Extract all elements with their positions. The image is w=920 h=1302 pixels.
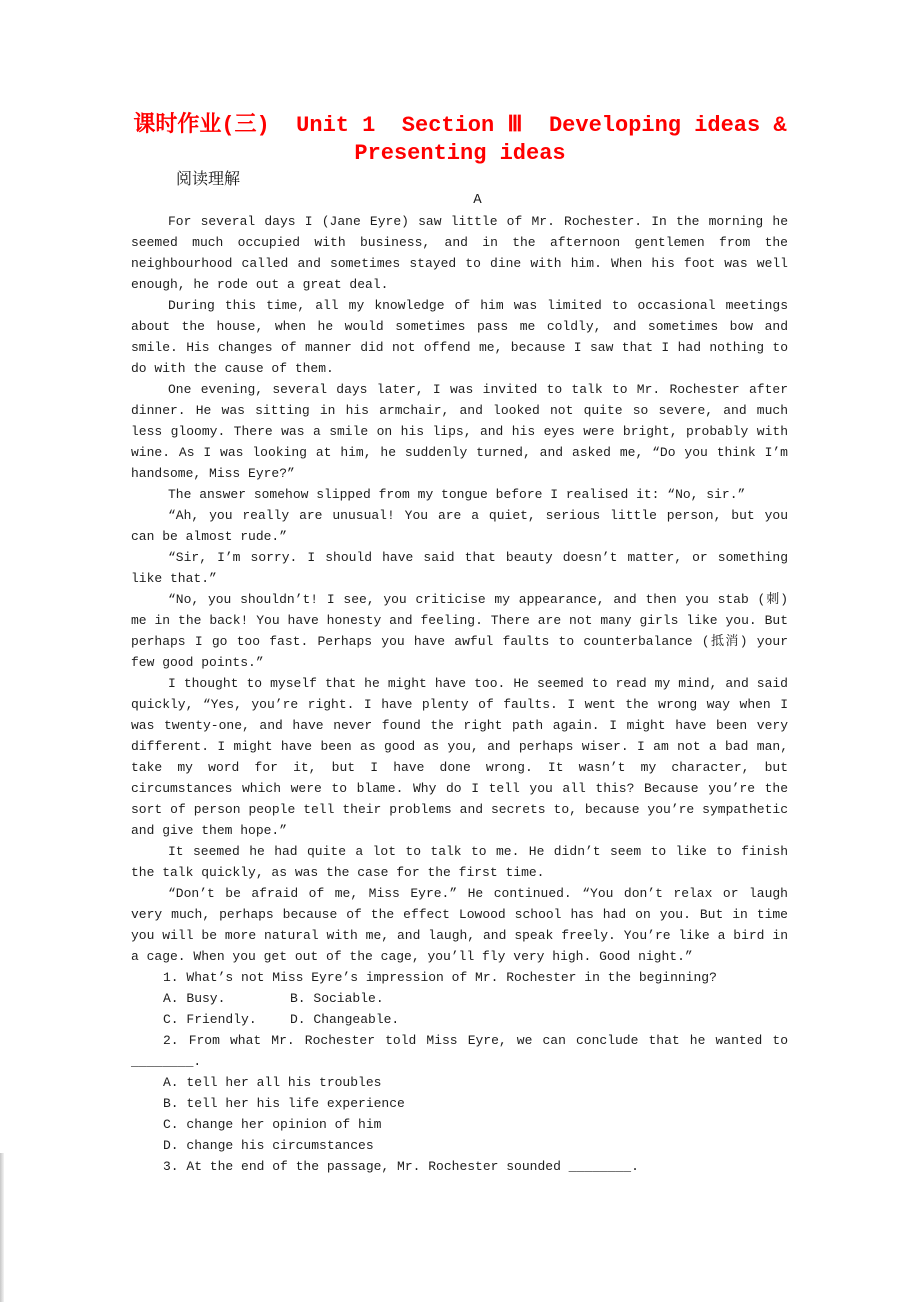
passage-paragraph: I thought to myself that he might have too. He seemed to read my mind, and said quickly, “Yes, you’re right. I have plenty of faults. I went the wrong way when I was twenty-one, and have never found the right path again. I might have been very different. I might have been as good as you, and perhaps wiser. I am not a bad man, take my word for it, but I have done wrong. It wasn’t my character, but circumstances which were to blame. Why do I tell you all this? Because you’re the sort of person people tell their problems and secrets to, because you’re sympathetic and give them hope.”: [131, 676, 788, 838]
passage-paragraph: “Don’t be afraid of me, Miss Eyre.” He continued. “You don’t relax or laugh very much, perhaps because of the effect Lowood school has had on you. But in time you will be more natural with me, and laugh, and speak freely. You’re like a bird in a cage. When you get out of the cage, you’ll fly very high. Good night.”: [131, 886, 788, 964]
question-1-option-row: [131, 1009, 788, 1030]
passage-paragraph: The answer somehow slipped from my tongue before I realised it: “No, sir.”: [168, 487, 746, 502]
passage-paragraph: “No, you shouldn’t! I see, you criticise my appearance, and then you stab (刺) me in the back! You have honesty and feeling. There are not many girls like you. But perhaps I go too fast. Perhaps you have awful faults to counterbalance (抵消) your few good points.”: [131, 592, 788, 670]
answer-option: A. tell her all his troubles: [163, 1075, 382, 1090]
passage-paragraph: “Sir, I’m sorry. I should have said that beauty doesn’t matter, or something like that.”: [131, 550, 788, 586]
answer-option: C. change her opinion of him: [163, 1117, 382, 1132]
answer-option: D. change his circumstances: [163, 1138, 374, 1153]
question-2: 2. From what Mr. Rochester told Miss Eyre, we can conclude that he wanted to ________.: [131, 1033, 788, 1069]
answer-option: B. Sociable.: [290, 991, 384, 1006]
answer-option: A. Busy.: [163, 991, 226, 1006]
section-label-reading-comprehension: 阅读理解: [176, 171, 241, 189]
passage-paragraph: It seemed he had quite a lot to talk to me. He didn’t seem to like to finish the talk quickly, as was the case for the first time.: [131, 844, 788, 880]
answer-option: D. Changeable.: [290, 1012, 400, 1027]
passage-paragraph: One evening, several days later, I was invited to talk to Mr. Rochester after dinner. He was sitting in his armchair, and looked not quite so severe, and much less gloomy. There was a smile on his lips, and his eyes were bright, probably with wine. As I was looking at him, he suddenly turned, and asked me, “Do you think I’m handsome, Miss Eyre?”: [131, 382, 788, 481]
passage-paragraph: For several days I (Jane Eyre) saw little of Mr. Rochester. In the morning he seemed much occupied with business, and in the afternoon gentlemen from the neighbourhood called and sometimes stayed to dine with him. When his foot was well enough, he rode out a great deal.: [131, 214, 788, 292]
question-1-options: [131, 988, 788, 1030]
passage-paragraph: “Ah, you really are unusual! You are a quiet, serious little person, but you can be almost rude.”: [131, 508, 788, 544]
passage-label: A: [473, 192, 482, 208]
passage-paragraph: During this time, all my knowledge of him was limited to occasional meetings about the house, when he would sometimes pass me coldly, and sometimes bow and smile. His changes of manner did not offend me, because I saw that I had nothing to do with the cause of them.: [131, 298, 788, 376]
question-1-option-row: [131, 988, 788, 1009]
title-line-2: Presenting ideas: [354, 141, 566, 166]
scan-edge-artifact: [0, 1153, 4, 1302]
question-2-options: [131, 1072, 788, 1156]
worksheet-title: [0, 112, 920, 168]
question-3: 3. At the end of the passage, Mr. Rochester sounded ________.: [163, 1159, 639, 1174]
page-content: [131, 170, 788, 1177]
question-1: 1. What’s not Miss Eyre’s impression of Mr. Rochester in the beginning?: [163, 970, 717, 985]
passage-body: [131, 211, 788, 967]
title-line-1: 课时作业(三) Unit 1 Section Ⅲ Developing ideas &: [133, 113, 787, 138]
answer-option: C. Friendly.: [163, 1012, 257, 1027]
answer-option: B. tell her his life experience: [163, 1096, 405, 1111]
